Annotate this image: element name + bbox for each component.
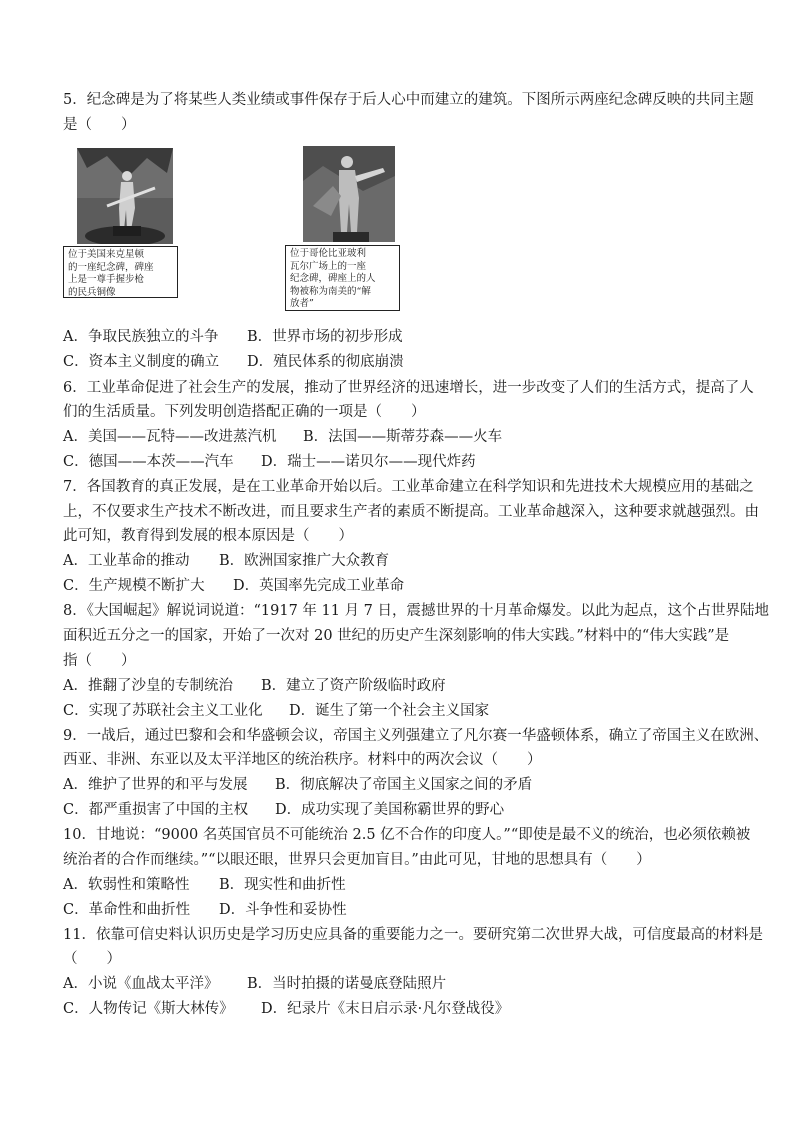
q5-stem-line2: 是（ ） <box>63 117 136 133</box>
q8-option-d[interactable]: D．诞生了第一个社会主义国家 <box>289 703 490 719</box>
q9-stem-line1: 9．一战后，通过巴黎和会和华盛顿会议，帝国主义列强建立了凡尔赛一华盛顿体系，确立了帝国主义在欧洲、 <box>63 728 769 744</box>
q11-option-b[interactable]: B．当时拍摄的诺曼底登陆照片 <box>247 976 447 992</box>
figure-2-caption <box>285 245 400 311</box>
caption-line: 瓦尔广场上的一座 <box>290 260 367 272</box>
caption-line: 位于美国来克星顿 <box>68 249 145 260</box>
caption-line: 纪念碑，碑座上的人 <box>290 273 376 284</box>
q7-option-d[interactable]: D．英国率先完成工业革命 <box>233 578 405 594</box>
q8-stem-line3: 指（ ） <box>63 653 136 669</box>
bolivar-statue-photo <box>303 146 395 242</box>
q10-options-row2 <box>63 900 347 920</box>
q5-option-c[interactable]: C．资本主义制度的确立 <box>63 354 220 370</box>
q10-option-b[interactable]: B．现实性和曲折性 <box>219 877 346 893</box>
q7-options-row2 <box>63 576 404 596</box>
q8-option-b[interactable]: B．建立了资产阶级临时政府 <box>261 678 446 694</box>
caption-line: 上是一尊手握步枪 <box>68 274 145 285</box>
q5-option-a[interactable]: A．争取民族独立的斗争 <box>63 329 219 345</box>
q6-stem-line1: 6．工业革命促进了社会生产的发展，推动了世界经济的迅速增长，进一步改变了人们的生活方式，提高了人 <box>63 380 754 396</box>
q7-stem-line2: 上，不仅要求生产技术不断改进，而且要求生产者的素质不断提高。工业革命越深入，这种要求就越强烈。由 <box>63 504 759 520</box>
caption-line: 物被称为南美的“解 <box>290 285 371 297</box>
caption-line: 放者” <box>290 298 314 309</box>
q8-option-c[interactable]: C．实现了苏联社会主义工业化 <box>63 703 263 719</box>
q7-stem-line3: 此可知，教育得到发展的根本原因是（ ） <box>63 528 353 544</box>
minuteman-statue-photo <box>77 148 173 244</box>
statue-silhouette-icon <box>77 148 173 244</box>
q10-stem-line2: 统治者的合作而继续。”“以眼还眼，世界只会更加盲目。”由此可见，甘地的思想具有（ ） <box>63 852 651 868</box>
q5-options-row1 <box>63 327 403 347</box>
q9-option-b[interactable]: B．彻底解决了帝国主义国家之间的矛盾 <box>275 777 533 793</box>
q8-stem-line2: 面积近五分之一的国家，开始了一次对 20 世纪的历史产生深刻影响的伟大实践。”材料中的“伟大实践”是 <box>63 628 730 644</box>
q7-stem-line1: 7．各国教育的真正发展，是在工业革命开始以后。工业革命建立在科学知识和先进技术大规模应用的基础之 <box>63 479 754 495</box>
q10-stem-line1: 10．甘地说：“9000 名英国官员不可能统治 2.5 亿不合作的印度人。”“即使是最不义的统治，也必须依赖被 <box>63 827 751 843</box>
figure-lexington-monument <box>63 146 178 298</box>
q9-options-row2 <box>63 800 504 820</box>
q8-stem-line1: 8．《大国崛起》解说词说道：“1917 年 11 月 7 日，震撼世界的十月革命爆发。以此为起点，这个占世界陆地 <box>63 603 770 619</box>
statue-silhouette-icon <box>303 146 395 242</box>
q9-stem-line2: 西亚、非洲、东亚以及太平洋地区的统治秩序。材料中的两次会议（ ） <box>63 752 542 768</box>
figure-1-caption <box>63 246 178 298</box>
q8-options-row1 <box>63 676 446 696</box>
q11-option-a[interactable]: A．小说《血战太平洋》 <box>63 976 219 992</box>
figure-bolivar-monument <box>285 146 400 311</box>
q5-option-d[interactable]: D．殖民体系的彻底崩溃 <box>247 354 404 370</box>
caption-line: 位于哥伦比亚玻利 <box>290 248 367 259</box>
q10-option-c[interactable]: C．革命性和曲折性 <box>63 902 191 918</box>
q7-option-b[interactable]: B．欧洲国家推广大众教育 <box>219 553 390 569</box>
q9-option-c[interactable]: C．都严重损害了中国的主权 <box>63 802 249 818</box>
q11-stem-line1: 11．依靠可信史料认识历史是学习历史应具备的重要能力之一。要研究第二次世界大战，可信度最高的材料是 <box>63 927 763 943</box>
q8-options-row2 <box>63 701 489 721</box>
q10-options-row1 <box>63 875 346 895</box>
q6-options-row2 <box>63 452 476 472</box>
q5-option-b[interactable]: B．世界市场的初步形成 <box>247 329 403 345</box>
q6-option-d[interactable]: D．瑞士——诺贝尔——现代炸药 <box>261 454 476 470</box>
q11-options-row2 <box>63 999 509 1019</box>
q10-option-d[interactable]: D．斗争性和妥协性 <box>219 902 347 918</box>
q11-option-c[interactable]: C．人物传记《斯大林传》 <box>63 1001 234 1017</box>
q7-option-c[interactable]: C．生产规模不断扩大 <box>63 578 205 594</box>
caption-line: 的一座纪念碑，碑座 <box>68 261 154 273</box>
caption-line: 的民兵铜像 <box>68 286 116 298</box>
q5-options-row2 <box>63 352 404 372</box>
q9-option-d[interactable]: D．成功实现了美国称霸世界的野心 <box>275 802 505 818</box>
q8-option-a[interactable]: A．推翻了沙皇的专制统治 <box>63 678 233 694</box>
q7-option-a[interactable]: A．工业革命的推动 <box>63 553 190 569</box>
q9-options-row1 <box>63 775 532 795</box>
q6-option-a[interactable]: A．美国——瓦特——改进蒸汽机 <box>63 429 277 445</box>
q11-stem-line2: （ ） <box>63 951 121 967</box>
q6-option-b[interactable]: B．法国——斯蒂芬森——火车 <box>303 429 503 445</box>
q5-stem-line1: 5．纪念碑是为了将某些人类业绩或事件保存于后人心中而建立的建筑。下图所示两座纪念碑反映的共同主题 <box>63 92 754 108</box>
q9-option-a[interactable]: A．维护了世界的和平与发展 <box>63 777 248 793</box>
q6-options-row1 <box>63 427 502 447</box>
q10-option-a[interactable]: A．软弱性和策略性 <box>63 877 190 893</box>
q6-stem-line2: 们的生活质量。下列发明创造搭配正确的一项是（ ） <box>63 404 426 420</box>
q6-option-c[interactable]: C．德国——本茨——汽车 <box>63 454 234 470</box>
q11-option-d[interactable]: D．纪录片《末日启示录·凡尔登战役》 <box>261 1001 510 1017</box>
q7-options-row1 <box>63 551 389 571</box>
q11-options-row1 <box>63 974 446 994</box>
